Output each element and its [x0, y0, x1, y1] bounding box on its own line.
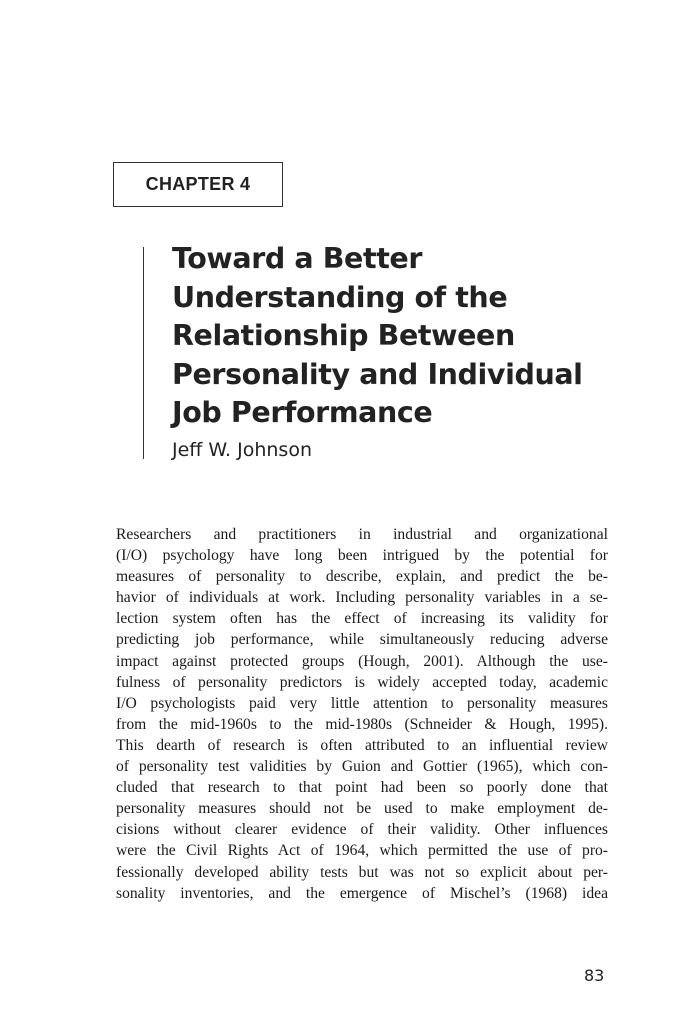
- body-line: cluded that research to that point had been so poorly done that: [116, 779, 608, 797]
- page-number: 83: [584, 966, 605, 985]
- body-line: from the mid-1960s to the mid-1980s (Schneider & Hough, 1995).: [116, 715, 608, 733]
- title-line: Job Performance: [172, 396, 433, 429]
- body-line: were the Civil Rights Act of 1964, which permitted the use of pro-: [116, 842, 608, 860]
- body-line: predicting job performance, while simultaneously reducing adverse: [116, 631, 608, 649]
- body-line: Researchers and practitioners in industrial and organizational: [116, 526, 608, 543]
- body-line: fulness of personality predictors is widely accepted today, academic: [116, 673, 608, 691]
- title-line: Understanding of the: [172, 280, 508, 314]
- title-rule: [143, 247, 144, 459]
- chapter-label: CHAPTER 4: [113, 162, 283, 207]
- title-line: Personality and Individual: [172, 357, 583, 391]
- title-line: Toward a Better: [172, 242, 423, 275]
- body-line: havior of individuals at work. Including personality variables in a se-: [116, 589, 608, 607]
- body-line: sonality inventories, and the emergence of Mischel’s (1968) idea: [116, 884, 608, 902]
- body-line: measures of personality to describe, explain, and predict the be-: [116, 568, 608, 586]
- body-line: impact against protected groups (Hough, 2001). Although the use-: [116, 652, 608, 670]
- author-name: Jeff W. Johnson: [172, 439, 312, 461]
- body-line: lection system often has the effect of increasing its validity for: [116, 610, 608, 628]
- body-line: This dearth of research is often attributed to an influential review: [116, 736, 608, 754]
- chapter-title: [172, 240, 652, 433]
- title-line: Relationship Between: [172, 319, 515, 352]
- body-line: fessionally developed ability tests but was not so explicit about per-: [116, 863, 608, 881]
- body-paragraph: [116, 524, 608, 904]
- body-line: I/O psychologists paid very little attention to personality measures: [116, 694, 608, 712]
- body-line: cisions without clearer evidence of their validity. Other influences: [116, 821, 608, 839]
- body-line: of personality test validities by Guion and Gottier (1965), which con-: [116, 758, 608, 776]
- body-line: personality measures should not be used to make employment de-: [116, 800, 608, 818]
- body-line: (I/O) psychology have long been intrigued by the potential for: [116, 547, 608, 565]
